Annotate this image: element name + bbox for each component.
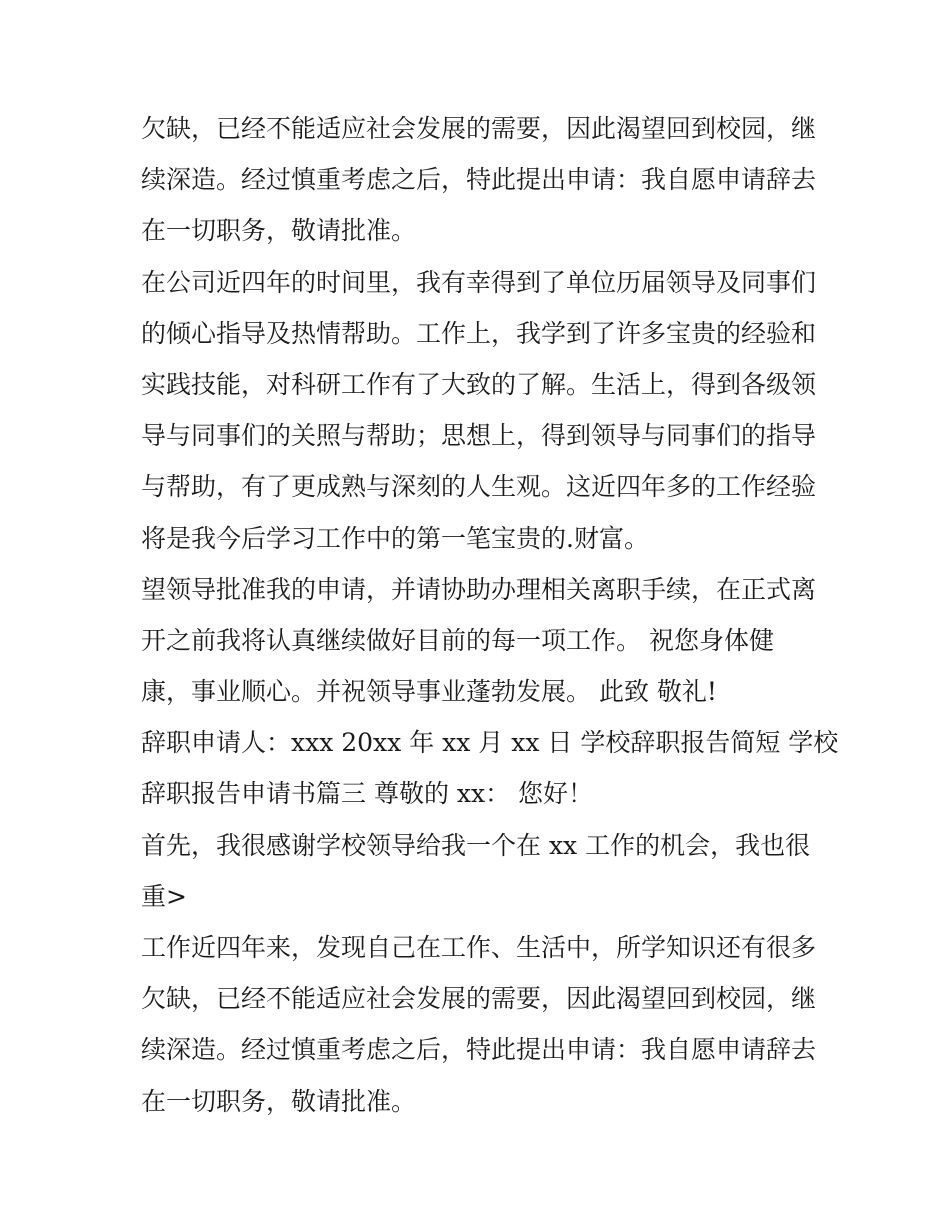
text-line: 欠缺，已经不能适应社会发展的需要，因此渴望回到校园，继 bbox=[141, 114, 817, 143]
text-line: 续深造。经过慎重考虑之后，特此提出申请：我自愿申请辞去 bbox=[141, 1035, 817, 1065]
text-line: 辞职报告申请书篇三 尊敬的 xx： 您好！ bbox=[141, 779, 594, 809]
text-line: 与帮助，有了更成熟与深刻的人生观。这近四年多的工作经验 bbox=[141, 472, 817, 502]
text-line: 工作近四年来，发现自己在工作、生活中，所学知识还有很多 bbox=[141, 933, 817, 962]
text-line: 在公司近四年的时间里，我有幸得到了单位历届领导及同事们 bbox=[141, 267, 817, 297]
text-line: 欠缺，已经不能适应社会发展的需要，因此渴望回到校园，继 bbox=[141, 984, 817, 1014]
text-line: 重> bbox=[141, 881, 187, 911]
text-line: 辞职申请人：xxx 20xx 年 xx 月 xx 日 学校辞职报告简短 学校 bbox=[141, 728, 839, 758]
document-body bbox=[141, 103, 839, 1127]
text-line: 续深造。经过慎重考虑之后，特此提出申请：我自愿申请辞去 bbox=[141, 165, 817, 195]
text-line: 首先，我很感谢学校领导给我一个在 xx 工作的机会，我也很 bbox=[141, 830, 811, 860]
text-line: 望领导批准我的申请，并请协助办理相关离职手续，在正式离 bbox=[141, 574, 817, 604]
text-line: 开之前我将认真继续做好目前的每一项工作。 祝您身体健 bbox=[141, 625, 774, 655]
text-line: 在一切职务，敬请批准。 bbox=[141, 1086, 417, 1116]
text-line: 将是我今后学习工作中的第一笔宝贵的.财富。 bbox=[141, 523, 649, 553]
text-line: 导与同事们的关照与帮助；思想上，得到领导与同事们的指导 bbox=[141, 421, 817, 451]
text-line: 实践技能，对科研工作有了大致的了解。生活上，得到各级领 bbox=[141, 369, 817, 399]
text-line: 的倾心指导及热情帮助。工作上，我学到了许多宝贵的经验和 bbox=[141, 318, 817, 348]
text-line: 在一切职务，敬请批准。 bbox=[141, 216, 417, 246]
text-line: 康，事业顺心。并祝领导事业蓬勃发展。 此致 敬礼! bbox=[141, 677, 717, 707]
